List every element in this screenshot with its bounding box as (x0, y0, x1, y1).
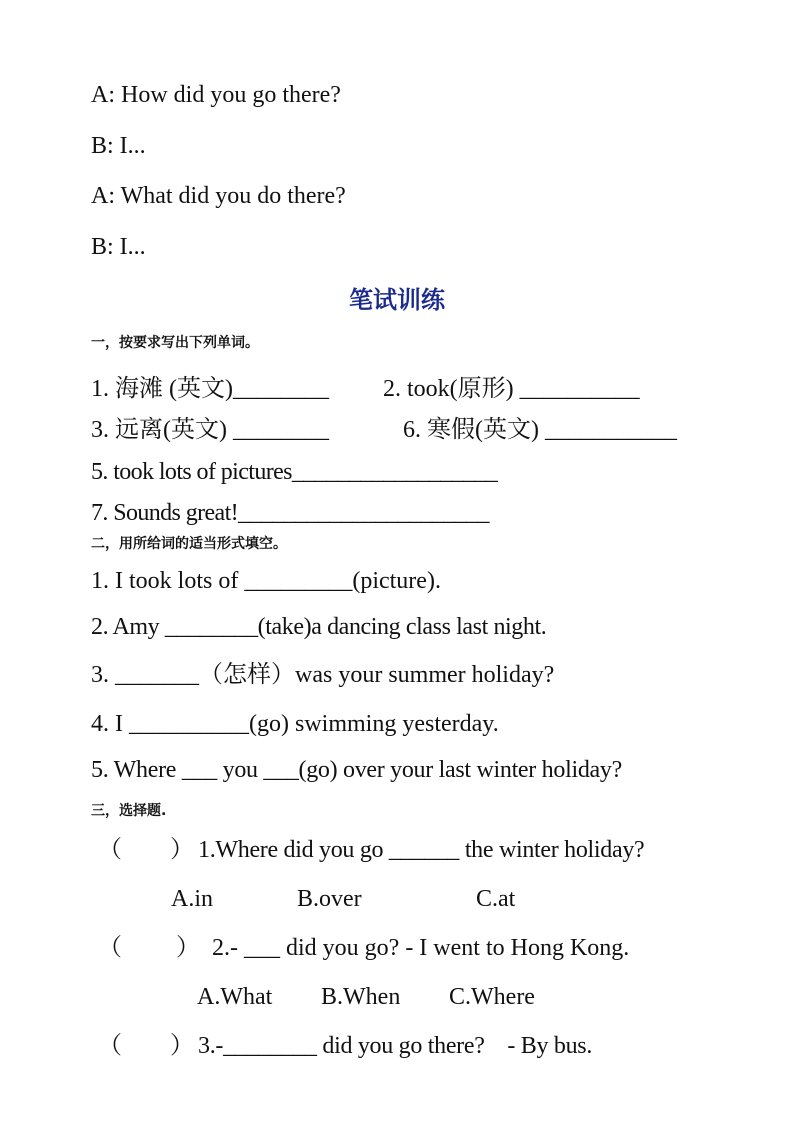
dialogue-line: A: What did you do there? (91, 183, 346, 209)
exercise-item: 1. I took lots of _________(picture). (91, 568, 441, 594)
option: C.Where (449, 984, 535, 1010)
section-heading: 一，按要求写出下列单词。 (91, 335, 259, 351)
option: B.over (297, 886, 362, 912)
question-stem: 2.- ___ did you go? - I went to Hong Kong. (212, 935, 630, 961)
option: B.When (321, 984, 401, 1010)
exercise-item: 3. _______（怎样）was your summer holiday? (91, 662, 555, 688)
option: A.in (171, 886, 213, 912)
dialogue-line: A: How did you go there? (91, 82, 341, 108)
answer-bracket: （ ） (98, 1033, 194, 1059)
section-heading: 三，选择题. (91, 803, 167, 819)
exercise-item: 1. 海滩 (英文)________ (91, 376, 329, 402)
option: A.What (197, 984, 273, 1010)
exercise-item: 2. took(原形) __________ (383, 376, 640, 402)
dialogue-line: B: I... (91, 234, 146, 260)
exercise-item: 4. I __________(go) swimming yesterday. (91, 711, 499, 737)
exercise-item: 5. took lots of pictures__________________ (91, 459, 498, 485)
question-stem: 3.-________ did you go there? - By bus. (198, 1033, 593, 1059)
page-title: 笔试训练 (349, 286, 445, 314)
question-stem: 1.Where did you go ______ the winter holiday? (198, 837, 645, 863)
option: C.at (476, 886, 516, 912)
exercise-item: 3. 远离(英文) ________ (91, 417, 329, 443)
dialogue-line: B: I... (91, 133, 146, 159)
exercise-item: 7. Sounds great!______________________ (91, 500, 489, 526)
answer-bracket: （ ） (98, 935, 200, 961)
exercise-item: 5. Where ___ you ___(go) over your last winter holiday? (91, 757, 622, 783)
exercise-item: 6. 寒假(英文) ___________ (403, 417, 677, 443)
answer-bracket: （ ） (98, 837, 194, 863)
section-heading: 二，用所给词的适当形式填空。 (91, 536, 287, 552)
exercise-item: 2. Amy ________(take)a dancing class last night. (91, 614, 547, 640)
